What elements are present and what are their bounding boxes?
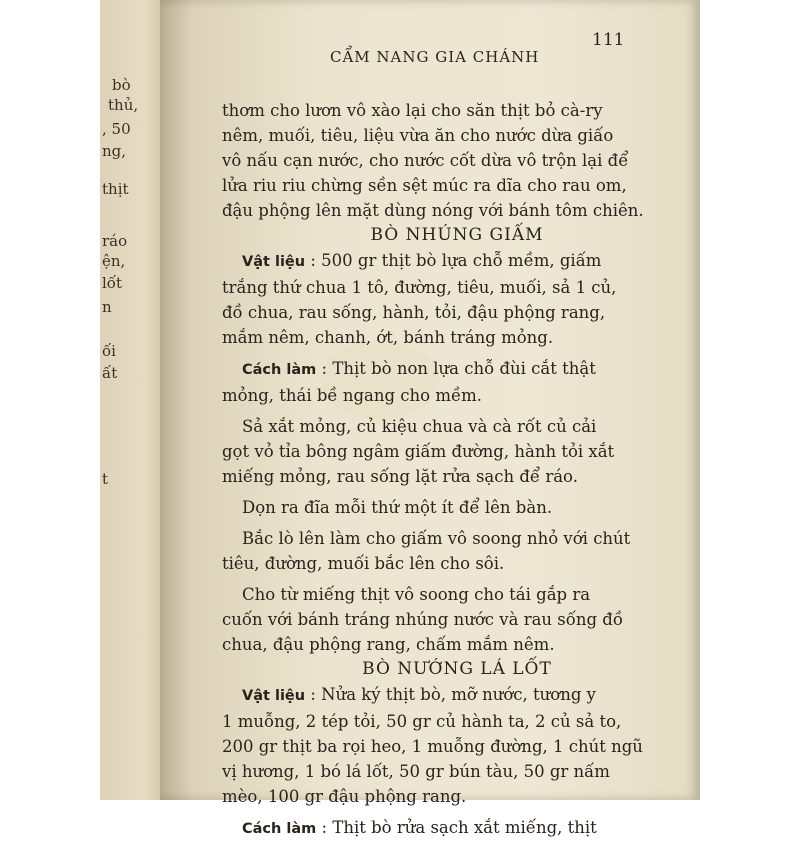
left-page-fragment: n <box>102 298 112 316</box>
text-line: mỏng, thái bề ngang cho mềm. <box>222 386 483 405</box>
method-paragraph <box>222 815 692 842</box>
ingredients-label: Vật liệu <box>242 254 306 270</box>
text-line: : 500 gr thịt bò lựa chỗ mềm, giấm <box>310 251 602 270</box>
text-line: Dọn ra đĩa mỗi thứ một ít để lên bàn. <box>242 498 553 517</box>
left-page-fragment: thịt <box>102 180 129 198</box>
ingredients-paragraph <box>222 248 692 350</box>
text-line: cuốn với bánh tráng nhúng nước và rau sống đồ <box>222 610 623 629</box>
text-line: trắng thứ chua 1 tô, đường, tiêu, muối, sả 1 củ, <box>222 278 617 297</box>
step-paragraph <box>222 526 692 576</box>
text-line: tiêu, đường, muối bắc lên cho sôi. <box>222 554 505 573</box>
step-paragraph <box>222 582 692 657</box>
step-paragraph <box>222 495 692 520</box>
text-line: Cho từ miếng thịt vô soong cho tái gắp ra <box>242 585 591 604</box>
left-page-fragment: lốt <box>102 274 123 292</box>
left-page-fragment: t <box>102 470 109 488</box>
intro-paragraph <box>222 98 692 223</box>
section-title: BÒ NHÚNG GIẤM <box>370 225 544 245</box>
step-paragraph <box>222 414 692 489</box>
method-paragraph <box>222 356 692 408</box>
left-page-fragment: ất <box>102 364 118 382</box>
text-line: đồ chua, rau sống, hành, tỏi, đậu phộng rang, <box>222 303 606 322</box>
text-line: mèo, 100 gr đậu phộng rang. <box>222 787 467 806</box>
text-line: Bắc lò lên làm cho giấm vô soong nhỏ với chút <box>242 529 631 548</box>
text-line: : Thịt bò rửa sạch xắt miếng, thịt <box>321 818 597 837</box>
text-line: nêm, muối, tiêu, liệu vừa ăn cho nước dừa giấo <box>222 126 614 145</box>
text-line: gọt vỏ tỉa bông ngâm giấm đường, hành tỏi xắt <box>222 442 615 461</box>
ingredients-label: Vật liệu <box>242 688 306 704</box>
section-title: BÒ NƯỚNG LÁ LỐT <box>362 659 552 679</box>
left-page-fragment: ện, <box>102 252 126 270</box>
text-line: đậu phộng lên mặt dùng nóng với bánh tôm chiên. <box>222 201 644 220</box>
text-line: thơm cho lươn vô xào lại cho săn thịt bỏ cà-ry <box>222 101 603 120</box>
text-line: miếng mỏng, rau sống lặt rửa sạch để ráo. <box>222 467 578 486</box>
left-page-fragment: bò <box>112 76 131 94</box>
left-page-fragment: ráo <box>102 232 128 250</box>
text-line: : Nửa ký thịt bò, mỡ nước, tương y <box>310 685 596 704</box>
right-page <box>160 0 700 837</box>
left-page-fragment: ng, <box>102 142 127 160</box>
left-page-fragment: ối <box>102 342 116 360</box>
ingredients-paragraph <box>222 682 692 809</box>
text-line: 200 gr thịt ba rọi heo, 1 muỗng đường, 1 chút ngũ <box>222 737 643 756</box>
page-header <box>160 30 700 66</box>
method-label: Cách làm <box>242 362 317 378</box>
text-line: vị hương, 1 bó lá lốt, 50 gr bún tàu, 50 gr nấm <box>222 762 610 781</box>
page-number: 111 <box>592 30 625 50</box>
text-line: mắm nêm, chanh, ớt, bánh tráng mỏng. <box>222 328 554 347</box>
page-body <box>222 98 692 842</box>
text-line: 1 muỗng, 2 tép tỏi, 50 gr củ hành ta, 2 củ sả to, <box>222 712 622 731</box>
left-page-fragment: thủ, <box>108 96 139 114</box>
running-title: CẨM NANG GIA CHÁNH <box>330 48 540 66</box>
left-page-fragment: , 50 <box>102 120 131 138</box>
text-line: chua, đậu phộng rang, chấm mắm nêm. <box>222 635 555 654</box>
text-line: vô nấu cạn nước, cho nước cốt dừa vô trộn lại để <box>222 151 629 170</box>
text-line: Sả xắt mỏng, củ kiệu chua và cà rốt củ cải <box>242 417 597 436</box>
text-line: lửa riu riu chừng sền sệt múc ra dĩa cho rau om, <box>222 176 627 195</box>
method-label: Cách làm <box>242 821 317 837</box>
text-line: : Thịt bò non lựa chỗ đùi cắt thật <box>321 359 596 378</box>
